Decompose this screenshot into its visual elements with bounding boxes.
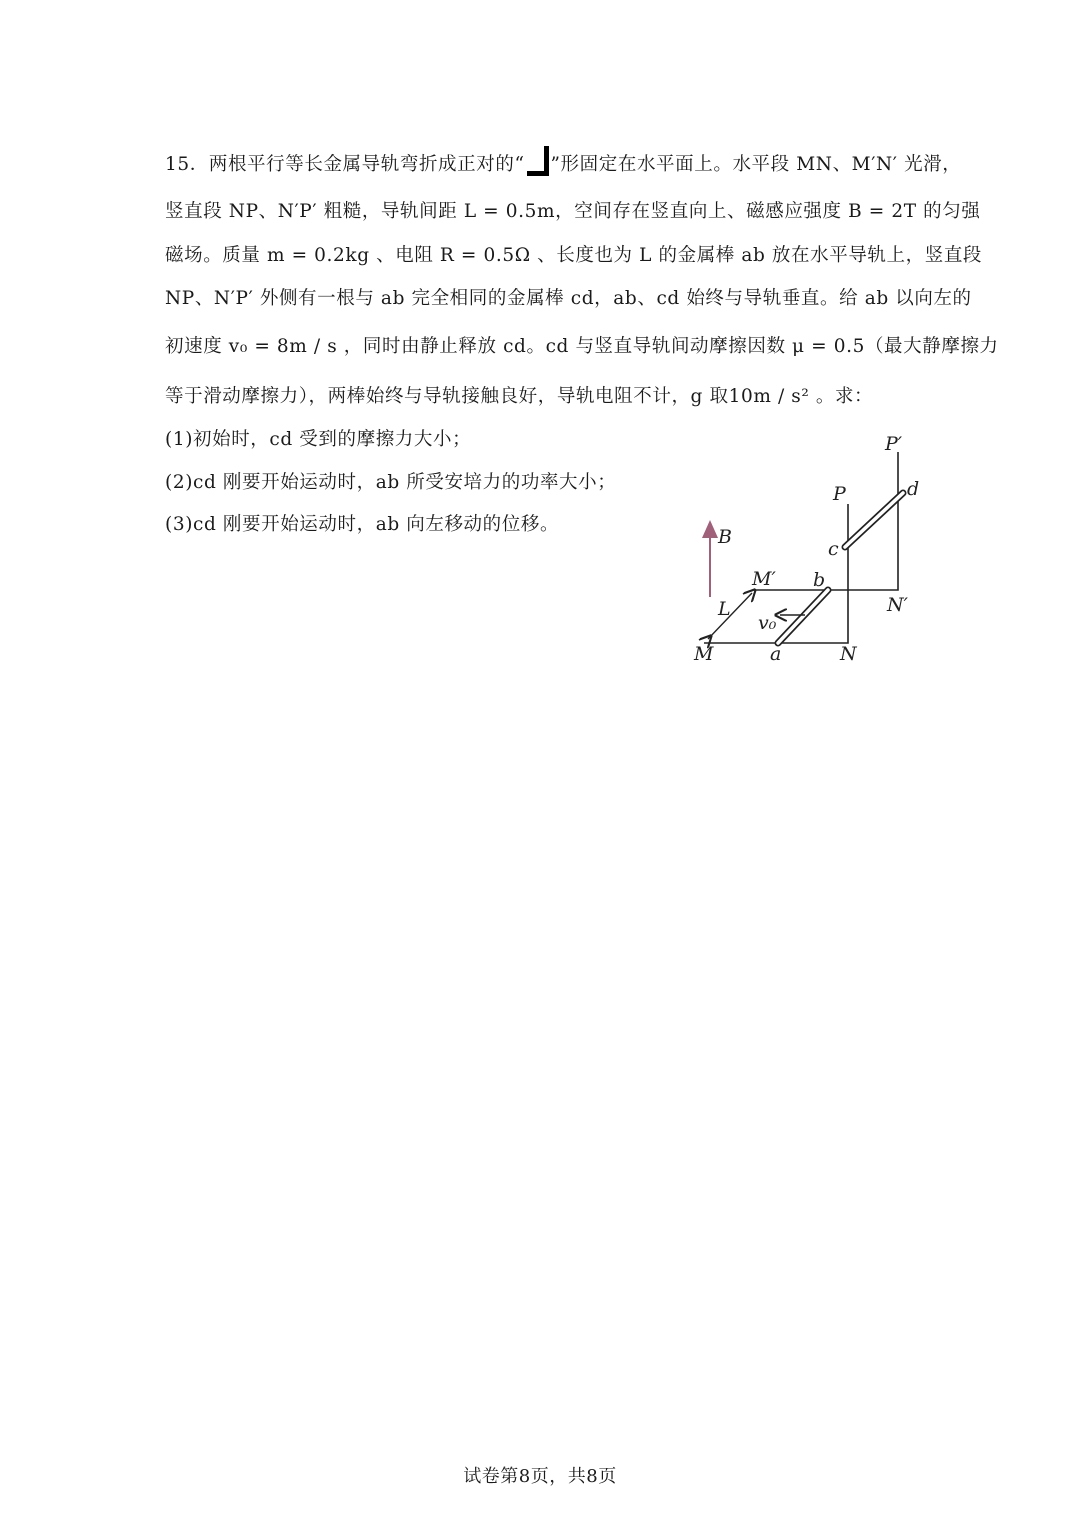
problem-line-4: NP、N′P′ 外侧有一根与 ab 完全相同的金属棒 cd，ab、cd 始终与导轨垂直。给 ab 以向左的 [165,288,972,309]
label-B: B [718,526,732,548]
label-M: M [694,643,714,665]
label-N-prime: N′ [887,594,908,616]
label-M-prime: M′ [752,568,776,590]
label-P-prime: P′ [885,433,903,455]
label-N: N [840,643,857,665]
problem-line-1 [165,146,961,176]
page-footer: 试卷第8页，共8页 [463,1466,617,1487]
rod-ab [778,590,828,643]
label-d: d [907,478,920,500]
label-P: P [833,483,846,505]
label-a: a [770,643,782,665]
label-c: c [828,538,839,560]
rod-cd [845,493,903,547]
label-v0: v₀ [758,612,777,634]
problem-line-6: 等于滑动摩擦力），两棒始终与导轨接触良好，导轨电阻不计，g 取10m / s² 。求： [165,386,874,407]
question-1: (1)初始时，cd 受到的摩擦力大小； [165,429,472,450]
rail-diagram [680,425,940,675]
intro-part-1: 15．两根平行等长金属导轨弯折成正对的“ [165,154,525,175]
question-3: (3)cd 刚要开始运动时，ab 向左移动的位移。 [165,514,560,535]
intro-part-2: ”形固定在水平面上。水平段 MN、M′N′ 光滑， [550,154,962,175]
label-b: b [813,569,826,591]
label-L: L [718,598,731,620]
bent-rail-shape-icon [527,146,549,176]
problem-line-5: 初速度 v₀ = 8m / s ，同时由静止释放 cd。cd 与竖直导轨间动摩擦因数 μ = 0.5（最大静摩擦力 [165,336,999,357]
problem-line-3: 磁场。质量 m = 0.2kg 、电阻 R = 0.5Ω 、长度也为 L 的金属棒 ab 放在水平导轨上，竖直段 [165,245,983,266]
problem-line-2: 竖直段 NP、N′P′ 粗糙，导轨间距 L = 0.5m，空间存在竖直向上、磁感应强度 B = 2T 的匀强 [165,201,981,222]
question-2: (2)cd 刚要开始运动时，ab 所受安培力的功率大小； [165,472,617,493]
